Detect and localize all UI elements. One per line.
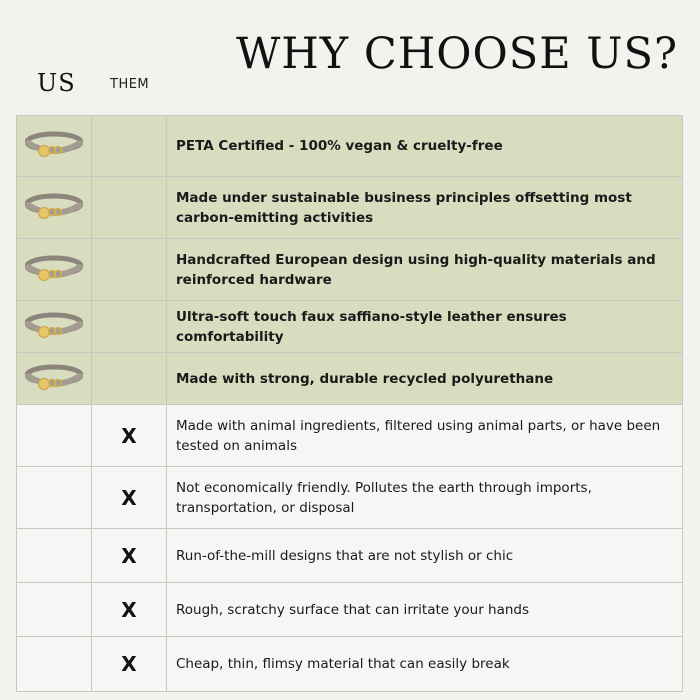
row-text: Cheap, thin, flimsy material that can easily break (166, 637, 683, 691)
row-text: Run-of-the-mill designs that are not stylish or chic (166, 529, 683, 582)
them-cell (91, 467, 166, 528)
them-cell (91, 239, 166, 300)
us-cell (16, 177, 91, 238)
them-cell (91, 637, 166, 691)
x-mark-icon: X (121, 485, 137, 510)
us-cell (16, 239, 91, 300)
table-row (16, 177, 683, 239)
us-cell (16, 467, 91, 528)
table-row (16, 405, 683, 467)
table-row (16, 637, 683, 692)
row-text: PETA Certified - 100% vegan & cruelty-free (166, 116, 683, 176)
x-mark-icon: X (121, 423, 137, 448)
bracelet-icon (25, 191, 83, 225)
us-cell (16, 637, 91, 691)
bracelet-icon (25, 253, 83, 287)
us-cell (16, 116, 91, 176)
us-cell (16, 583, 91, 636)
column-header-us: US (37, 69, 76, 97)
table-row (16, 353, 683, 405)
them-cell (91, 583, 166, 636)
row-text: Made with animal ingredients, filtered using animal parts, or have been tested on animals (166, 405, 683, 466)
x-mark-icon: X (121, 597, 137, 622)
table-row (16, 301, 683, 353)
them-cell (91, 529, 166, 582)
us-cell (16, 301, 91, 352)
bracelet-icon (25, 310, 83, 344)
comparison-table (16, 115, 683, 692)
table-row (16, 529, 683, 583)
us-cell (16, 529, 91, 582)
row-text: Not economically friendly. Pollutes the earth through imports, transportation, or disposal (166, 467, 683, 528)
column-header-them: THEM (110, 77, 150, 92)
them-cell (91, 301, 166, 352)
bracelet-icon (25, 362, 83, 396)
them-cell (91, 177, 166, 238)
x-mark-icon: X (121, 652, 137, 676)
us-cell (16, 405, 91, 466)
row-text: Rough, scratchy surface that can irritate your hands (166, 583, 683, 636)
them-cell (91, 353, 166, 404)
table-row (16, 239, 683, 301)
row-text: Made under sustainable business principles offsetting most carbon-emitting activities (166, 177, 683, 238)
table-row (16, 116, 683, 177)
row-text: Made with strong, durable recycled polyurethane (166, 353, 683, 404)
row-text: Ultra-soft touch faux saffiano-style leather ensures comfortability (166, 301, 683, 352)
row-text: Handcrafted European design using high-quality materials and reinforced hardware (166, 239, 683, 300)
table-row (16, 583, 683, 637)
table-row (16, 467, 683, 529)
bracelet-icon (25, 129, 83, 163)
x-mark-icon: X (121, 543, 137, 568)
them-cell (91, 405, 166, 466)
us-cell (16, 353, 91, 404)
them-cell (91, 116, 166, 176)
page-title: WHY CHOOSE US? (236, 29, 678, 79)
